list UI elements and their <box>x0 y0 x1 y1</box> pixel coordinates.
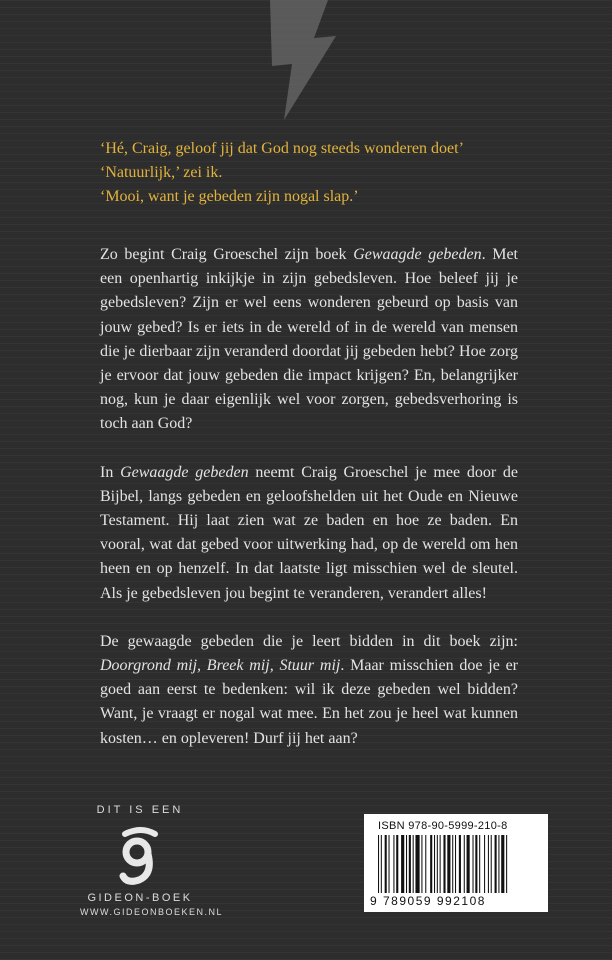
barcode-bars <box>376 835 536 893</box>
blurb-paragraph <box>100 243 518 437</box>
barcode-bar <box>425 835 426 893</box>
barcode-bar <box>406 835 407 893</box>
publisher-block <box>80 804 224 917</box>
barcode-bar <box>475 835 477 893</box>
barcode-bar <box>455 835 456 893</box>
barcode-bar <box>467 835 470 893</box>
barcode-bar <box>459 835 461 893</box>
publisher-url: WWW.GIDEONBOEKEN.NL <box>80 907 224 917</box>
barcode-bar <box>421 835 422 893</box>
book-title: Gewaagde gebeden <box>120 463 249 481</box>
lightning-bolt-icon <box>232 0 342 120</box>
barcode-bar <box>506 835 507 893</box>
barcode-bar <box>415 835 419 893</box>
barcode-bar <box>473 835 474 893</box>
quote-line: ‘Natuurlijk,’ zei ik. <box>100 164 223 181</box>
blurb-text: Zo begint Craig Groeschel zijn boek <box>100 246 354 263</box>
publisher-name: GIDEON-BOEK <box>87 892 193 904</box>
barcode-bar <box>385 835 387 893</box>
barcode-bar <box>393 835 394 893</box>
barcode-bar <box>491 835 492 893</box>
barcode-bar <box>409 835 411 893</box>
blurb-text: neemt Craig Groeschel je mee door de Bijbel, langs gebeden en geloofshelden uit het Oude en Nieuwe Testament. Hij laat zien wat ze baden en hoe ze baden. En vooral, wat dat gebed voor uitwerking had, op de wereld om hen heen en op henzelf. In dat laatste ligt misschien wel de sleutel. Als je gebedsleven jou begint te veranderen, verandert alles! <box>100 463 519 602</box>
blurb-text: De gewaagde gebeden die je leert bidden in dit boek zijn: <box>100 632 518 650</box>
barcode-bar <box>378 835 379 893</box>
blurb-text: . Met een openhartig inkijkje in zijn gebedsleven. Hoe beleef jij je gebedsleven? Zijn er wel eens wonderen gebeurd op basis van jouw gebed? Is er iets in de wereld of in de wereld van mensen die je dierbaar zijn veranderd doordat jij gebeden hebt? Hoe zorg je ervoor dat jouw gebeden die impact krijgen? En, belangrijker nog, kun je daar eigenlijk wel voor zorgen, gebedsverhoring is toch aan God? <box>100 246 519 433</box>
barcode-bar <box>430 835 432 893</box>
isbn-label: ISBN 978-90-5999-210-8 <box>378 820 508 832</box>
barcode-bar <box>396 835 398 893</box>
barcode-bar <box>389 835 390 893</box>
blurb-paragraph <box>100 461 518 606</box>
barcode-bar <box>401 835 404 893</box>
barcode-bar <box>501 835 504 893</box>
barcode-bar <box>488 835 489 893</box>
ean-digits: 9 789059 992108 <box>370 894 486 908</box>
barcode-bar <box>484 835 485 893</box>
blurb-text: . Maar misschien doe je er goed aan eerst te bedenken: wil ik deze gebeden wel bidden? Want, je vraagt er nogal wat mee. En het zou je heel wat kunnen kosten… en opleveren! Durf jij het aan? <box>100 657 519 747</box>
gideon-g-logo-icon <box>111 824 169 888</box>
book-title: Gewaagde gebeden <box>353 246 482 263</box>
quote-line: ‘Mooi, want je gebeden zijn nogal slap.’ <box>100 188 359 205</box>
barcode-bar <box>447 835 450 893</box>
barcode-bar <box>434 835 435 893</box>
barcode-bar <box>443 835 445 893</box>
barcode-bar <box>495 835 497 893</box>
blurb-paragraph <box>100 630 518 751</box>
barcode-bar <box>464 835 465 893</box>
isbn-barcode <box>364 814 548 912</box>
blurb-text: In <box>100 463 121 481</box>
prayer-names: Doorgrond mij, Breek mij, Stuur mij <box>100 657 341 675</box>
barcode-bar <box>381 835 382 893</box>
barcode-bar <box>452 835 453 893</box>
quote-line: ‘Hé, Craig, geloof jij dat God nog steeds wonderen doet’ <box>100 140 464 157</box>
barcode-bar <box>413 835 414 893</box>
barcode-bar <box>498 835 499 893</box>
barcode-bar <box>479 835 480 893</box>
blurb <box>100 243 518 775</box>
barcode-bar <box>437 835 438 893</box>
opening-quote <box>100 137 520 209</box>
barcode-bar <box>440 835 441 893</box>
publisher-tagline: DIT IS EEN <box>96 804 184 816</box>
